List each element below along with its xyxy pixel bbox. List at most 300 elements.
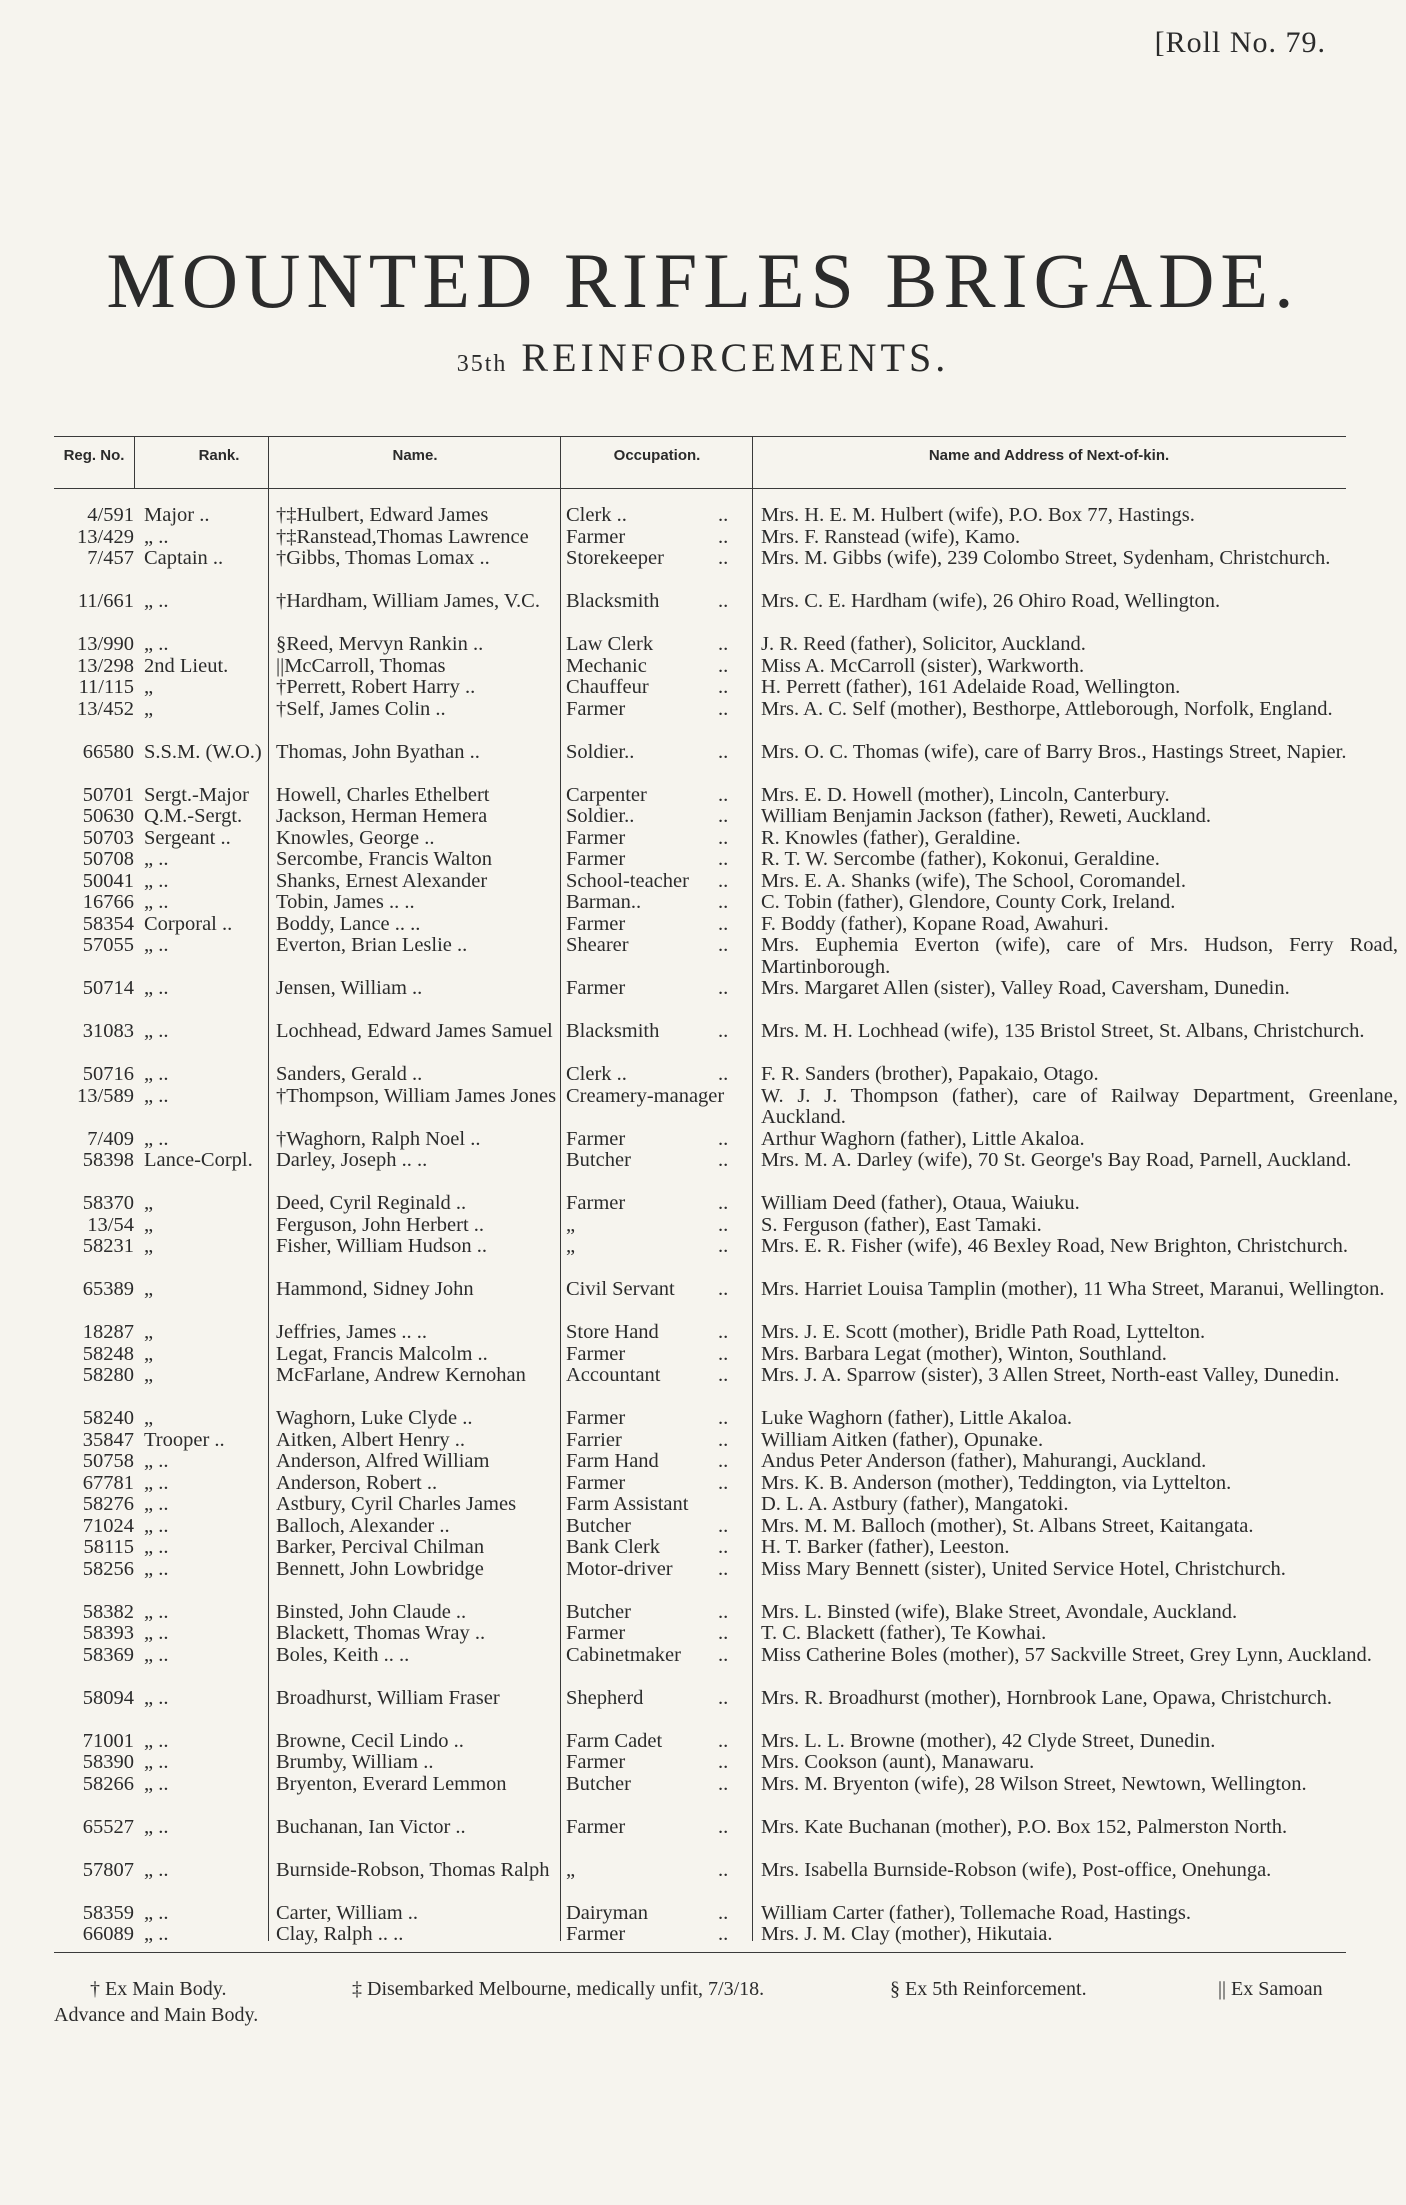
occupation: Farmer bbox=[566, 977, 626, 999]
reg-number: 57055 bbox=[82, 934, 134, 956]
reg-number: 50758 bbox=[82, 1450, 134, 1472]
rank: „ .. bbox=[144, 1923, 169, 1945]
next-of-kin: Mrs. M. A. Darley (wife), 70 St. George's Bay Road, Parnell, Auckland. bbox=[761, 1149, 1352, 1171]
reg-number: 58393 bbox=[82, 1622, 134, 1644]
next-of-kin: Mrs. E. R. Fisher (wife), 46 Bexley Road, New Brighton, Christchurch. bbox=[761, 1235, 1349, 1257]
soldier-name: Broadhurst, William Fraser bbox=[276, 1686, 500, 1709]
soldier-name: Brumby, William .. bbox=[276, 1751, 434, 1773]
header-top-rule bbox=[54, 436, 1346, 437]
next-of-kin: H. T. Barker (father), Leeston. bbox=[761, 1536, 1010, 1558]
reg-number: 58359 bbox=[82, 1901, 134, 1924]
table-row bbox=[54, 1473, 1346, 1495]
reg-number: 71024 bbox=[82, 1514, 134, 1537]
leader-dots: .. bbox=[718, 1901, 729, 1924]
reg-number: 13/452 bbox=[77, 697, 134, 720]
table-row bbox=[54, 934, 1398, 978]
next-of-kin: S. Ferguson (father), East Tamaki. bbox=[761, 1213, 1042, 1236]
next-of-kin: Miss Catherine Boles (mother), 57 Sackville Street, Grey Lynn, Auckland. bbox=[761, 1643, 1372, 1666]
rank: „ .. bbox=[144, 1686, 169, 1709]
next-of-kin: Mrs. J. E. Scott (mother), Bridle Path Road, Lyttelton. bbox=[761, 1321, 1206, 1343]
soldier-name: Binsted, John Claude .. bbox=[276, 1600, 467, 1623]
rank: „ .. bbox=[144, 1622, 169, 1644]
rank: „ .. bbox=[144, 1063, 169, 1085]
table-row bbox=[54, 914, 1346, 936]
soldier-name: Hammond, Sidney John bbox=[276, 1278, 474, 1300]
occupation: Shearer bbox=[566, 934, 629, 956]
soldier-name: †Gibbs, Thomas Lomax .. bbox=[276, 547, 490, 569]
soldier-name: Anderson, Robert .. bbox=[276, 1471, 438, 1494]
leader-dots: .. bbox=[718, 934, 729, 956]
soldier-name: Fisher, William Hudson .. bbox=[276, 1235, 487, 1257]
reg-number: 58094 bbox=[82, 1686, 134, 1709]
rank: Lance-Corpl. bbox=[144, 1149, 253, 1171]
table-row bbox=[54, 1365, 1346, 1408]
table-header bbox=[54, 442, 1346, 488]
rank: „ .. bbox=[144, 1020, 169, 1042]
next-of-kin: William Benjamin Jackson (father), Reweti, Auckland. bbox=[761, 805, 1212, 827]
next-of-kin: Mrs. H. E. M. Hulbert (wife), P.O. Box 77, Hastings. bbox=[761, 504, 1195, 526]
table-row bbox=[54, 828, 1346, 850]
table-row bbox=[54, 1322, 1346, 1344]
occupation: Farmer bbox=[566, 1471, 626, 1494]
rank: „ .. bbox=[144, 1493, 169, 1515]
reg-number: 58280 bbox=[82, 1364, 134, 1386]
occupation: Farmer bbox=[566, 1192, 626, 1214]
soldier-name: †Self, James Colin .. bbox=[276, 697, 446, 720]
footnote-samoan: || Ex Samoan bbox=[1218, 1978, 1323, 2000]
next-of-kin: D. L. A. Astbury (father), Mangatoki. bbox=[761, 1493, 1069, 1515]
leader-dots: .. bbox=[718, 977, 729, 999]
table-row bbox=[54, 1752, 1346, 1774]
header-occupation: Occupation. bbox=[613, 447, 701, 464]
footnote-5th: § Ex 5th Reinforcement. bbox=[890, 1978, 1087, 2000]
occupation: Farmer bbox=[566, 697, 626, 720]
table-row bbox=[54, 1084, 1398, 1129]
soldier-name: McFarlane, Andrew Kernohan bbox=[276, 1364, 526, 1386]
rank: Sergt.-Major bbox=[144, 783, 249, 806]
next-of-kin: Mrs. E. A. Shanks (wife), The School, Coromandel. bbox=[761, 869, 1186, 892]
leader-dots: .. bbox=[718, 1643, 729, 1666]
table-row bbox=[54, 1149, 1352, 1193]
soldier-name: Ferguson, John Herbert .. bbox=[276, 1213, 485, 1236]
leader-dots: .. bbox=[718, 891, 729, 913]
table-row bbox=[54, 849, 1346, 871]
reg-number: 58354 bbox=[82, 912, 134, 935]
leader-dots: .. bbox=[718, 1321, 729, 1343]
reg-number: 50630 bbox=[82, 805, 134, 827]
reg-number: 58256 bbox=[82, 1557, 134, 1580]
divider bbox=[134, 436, 135, 488]
reg-number: 58240 bbox=[82, 1407, 134, 1429]
rank: „ bbox=[144, 1342, 154, 1365]
reg-number: 7/457 bbox=[87, 547, 134, 569]
rank: „ bbox=[144, 697, 154, 720]
rank: „ bbox=[144, 1321, 154, 1343]
soldier-name: Anderson, Alfred William bbox=[276, 1450, 490, 1472]
leader-dots: .. bbox=[718, 525, 729, 548]
rank: „ .. bbox=[144, 633, 169, 655]
occupation: Law Clerk bbox=[566, 633, 654, 655]
leader-dots: .. bbox=[718, 1536, 729, 1558]
leader-dots: .. bbox=[718, 697, 729, 720]
soldier-name: Boddy, Lance .. .. bbox=[276, 912, 421, 935]
header-rank: Rank. bbox=[198, 447, 240, 464]
soldier-name: Astbury, Cyril Charles James bbox=[276, 1493, 517, 1515]
rank: „ bbox=[144, 1278, 154, 1300]
table-row bbox=[54, 1731, 1346, 1753]
rank: „ .. bbox=[144, 1815, 169, 1838]
rank: „ bbox=[144, 1364, 154, 1386]
soldier-name: Jeffries, James .. .. bbox=[276, 1321, 428, 1343]
leader-dots: .. bbox=[718, 547, 729, 569]
leader-dots: .. bbox=[718, 1235, 729, 1257]
occupation: Farmer bbox=[566, 1622, 626, 1644]
rank: „ .. bbox=[144, 1858, 169, 1881]
soldier-name: Clay, Ralph .. .. bbox=[276, 1923, 404, 1945]
reg-number: 58231 bbox=[82, 1235, 134, 1257]
next-of-kin: C. Tobin (father), Glendore, County Cork, Ireland. bbox=[761, 891, 1176, 913]
occupation: Butcher bbox=[566, 1514, 631, 1537]
reg-number: 13/589 bbox=[77, 1084, 134, 1107]
rank: „ .. bbox=[144, 1514, 169, 1537]
reg-number: 58115 bbox=[83, 1536, 134, 1558]
occupation: Storekeeper bbox=[566, 547, 664, 569]
table-row bbox=[54, 548, 1346, 591]
rank: „ .. bbox=[144, 1751, 169, 1773]
occupation: Soldier.. bbox=[566, 805, 635, 827]
header-next-of-kin: Name and Address of Next-of-kin. bbox=[928, 447, 1170, 464]
table-row bbox=[54, 591, 1346, 634]
soldier-name: Thomas, John Byathan .. bbox=[276, 740, 480, 763]
reg-number: 58369 bbox=[82, 1643, 134, 1666]
table-row bbox=[54, 1193, 1346, 1215]
rank: „ .. bbox=[144, 1600, 169, 1623]
rank: „ .. bbox=[144, 934, 169, 956]
occupation: Clerk .. bbox=[566, 504, 627, 526]
roll-number: [Roll No. 79. bbox=[1154, 26, 1326, 59]
next-of-kin: Mrs. O. C. Thomas (wife), care of Barry Bros., Hastings Street, Napier. bbox=[761, 740, 1347, 763]
reg-number: 65527 bbox=[82, 1815, 134, 1838]
soldier-name: Deed, Cyril Reginald .. bbox=[276, 1192, 467, 1214]
footnote-melbourne: ‡ Disembarked Melbourne, medically unfit, 7/3/18. bbox=[352, 1978, 765, 2000]
leader-dots: .. bbox=[718, 1428, 729, 1451]
next-of-kin: Mrs. M. M. Balloch (mother), St. Albans Street, Kaitangata. bbox=[761, 1514, 1254, 1537]
soldier-name: Boles, Keith .. .. bbox=[276, 1643, 410, 1666]
soldier-name: Howell, Charles Ethelbert bbox=[276, 783, 490, 806]
reg-number: 71001 bbox=[82, 1729, 134, 1752]
rank: „ .. bbox=[144, 1643, 169, 1666]
soldier-name: Buchanan, Ian Victor .. bbox=[276, 1815, 466, 1838]
soldier-name: ||McCarroll, Thomas bbox=[276, 654, 446, 677]
next-of-kin: W. J. J. Thompson (father), care of Railway Department, Greenlane, Auckland. bbox=[761, 1084, 1398, 1128]
rank: „ .. bbox=[144, 869, 169, 892]
leader-dots: .. bbox=[718, 1686, 729, 1709]
soldier-name: †Waghorn, Ralph Noel .. bbox=[276, 1127, 481, 1150]
rank: „ .. bbox=[144, 1127, 169, 1150]
reg-number: 4/591 bbox=[87, 504, 134, 526]
rank: „ .. bbox=[144, 848, 169, 870]
rank: „ .. bbox=[144, 525, 169, 548]
reg-number: 16766 bbox=[82, 891, 134, 913]
leader-dots: .. bbox=[718, 1772, 729, 1795]
soldier-name: †‡Hulbert, Edward James bbox=[276, 504, 489, 526]
soldier-name: Sanders, Gerald .. bbox=[276, 1063, 423, 1085]
occupation: Farmer bbox=[566, 1923, 626, 1945]
next-of-kin: William Aitken (father), Opunake. bbox=[761, 1428, 1044, 1451]
leader-dots: .. bbox=[718, 1063, 729, 1085]
table-row bbox=[54, 505, 1346, 527]
reg-number: 66580 bbox=[82, 740, 134, 763]
page-title: MOUNTED RIFLES BRIGADE. bbox=[106, 237, 1300, 324]
next-of-kin: Mrs. M. Bryenton (wife), 28 Wilson Street, Newtown, Wellington. bbox=[761, 1772, 1307, 1795]
occupation: „ bbox=[566, 1235, 576, 1257]
header-reg: Reg. No. bbox=[63, 447, 125, 464]
soldier-name: Shanks, Ernest Alexander bbox=[276, 869, 488, 892]
leader-dots: .. bbox=[718, 1213, 729, 1236]
rank: „ bbox=[144, 1407, 154, 1429]
occupation: Farmer bbox=[566, 1127, 626, 1150]
occupation: Barman.. bbox=[566, 891, 642, 913]
reg-number: 50701 bbox=[82, 783, 134, 806]
occupation: School-teacher bbox=[566, 869, 689, 892]
reg-number: 35847 bbox=[82, 1428, 134, 1451]
soldier-name: †Hardham, William James, V.C. bbox=[276, 590, 540, 612]
rank: „ .. bbox=[144, 977, 169, 999]
rank: „ bbox=[144, 1192, 154, 1214]
soldier-name: Legat, Francis Malcolm .. bbox=[276, 1342, 488, 1365]
table-row bbox=[54, 1430, 1346, 1452]
reg-number: 11/661 bbox=[77, 590, 134, 612]
next-of-kin: Mrs. Margaret Allen (sister), Valley Road, Caversham, Dunedin. bbox=[761, 977, 1290, 999]
next-of-kin: Mrs. Isabella Burnside-Robson (wife), Post-office, Onehunga. bbox=[761, 1858, 1272, 1881]
footnote-advance: Advance and Main Body. bbox=[54, 2004, 259, 2026]
occupation: Farmer bbox=[566, 525, 626, 548]
table-row bbox=[54, 1774, 1346, 1817]
occupation: Motor-driver bbox=[566, 1557, 673, 1580]
table-row bbox=[54, 785, 1346, 807]
occupation: Farm Hand bbox=[566, 1450, 659, 1472]
soldier-name: Aitken, Albert Henry .. bbox=[276, 1428, 466, 1451]
occupation: Farmer bbox=[566, 1815, 626, 1838]
next-of-kin: Mrs. F. Ranstead (wife), Kamo. bbox=[761, 525, 1021, 548]
leader-dots: .. bbox=[718, 1557, 729, 1580]
rank: Trooper .. bbox=[144, 1428, 225, 1451]
next-of-kin: Mrs. Harriet Louisa Tamplin (mother), 11 Wha Street, Maranui, Wellington. bbox=[761, 1278, 1385, 1300]
occupation: Store Hand bbox=[566, 1321, 659, 1343]
rank: „ .. bbox=[144, 1901, 169, 1924]
reg-number: 50041 bbox=[82, 869, 134, 892]
occupation: Farmer bbox=[566, 1751, 626, 1773]
rank: „ bbox=[144, 1235, 154, 1257]
reg-number: 31083 bbox=[82, 1020, 134, 1042]
occupation: Farm Cadet bbox=[566, 1729, 663, 1752]
rank: Major .. bbox=[144, 504, 210, 526]
next-of-kin: Mrs. E. D. Howell (mother), Lincoln, Canterbury. bbox=[761, 783, 1170, 806]
leader-dots: .. bbox=[718, 783, 729, 806]
rank: „ .. bbox=[144, 590, 169, 612]
table-row bbox=[54, 1064, 1346, 1086]
soldier-name: Burnside-Robson, Thomas Ralph bbox=[276, 1858, 550, 1881]
reg-number: 58248 bbox=[82, 1342, 134, 1365]
soldier-name: Browne, Cecil Lindo .. bbox=[276, 1729, 464, 1752]
table-bottom-rule bbox=[54, 1952, 1346, 1953]
table-row bbox=[54, 1129, 1346, 1151]
next-of-kin: Mrs. Euphemia Everton (wife), care of Mrs. Hudson, Ferry Road, Martinborough. bbox=[761, 934, 1398, 978]
leader-dots: .. bbox=[718, 1127, 729, 1150]
rank: „ .. bbox=[144, 891, 169, 913]
next-of-kin: Mrs. Barbara Legat (mother), Winton, Southland. bbox=[761, 1342, 1167, 1365]
leader-dots: .. bbox=[718, 1407, 729, 1429]
leader-dots: .. bbox=[718, 633, 729, 655]
soldier-name: †Thompson, William James Jones bbox=[276, 1084, 557, 1107]
leader-dots: .. bbox=[718, 1622, 729, 1644]
table-row bbox=[54, 1688, 1346, 1731]
soldier-name: †Perrett, Robert Harry .. bbox=[276, 676, 476, 698]
soldier-name: Carter, William .. bbox=[276, 1901, 419, 1924]
leader-dots: .. bbox=[718, 740, 729, 763]
table-row bbox=[54, 634, 1346, 656]
occupation: Butcher bbox=[566, 1772, 631, 1795]
table-row bbox=[54, 699, 1346, 742]
next-of-kin: Mrs. A. C. Self (mother), Besthorpe, Attleborough, Norfolk, England. bbox=[761, 697, 1333, 720]
occupation: Farmer bbox=[566, 912, 626, 935]
leader-dots: .. bbox=[718, 912, 729, 935]
header-bottom-rule bbox=[54, 488, 1346, 489]
table-row bbox=[54, 1623, 1346, 1645]
soldier-name: Balloch, Alexander .. bbox=[276, 1514, 450, 1537]
footnote-main-body: † Ex Main Body. bbox=[90, 1978, 227, 2000]
table-row bbox=[54, 892, 1346, 914]
rank: Corporal .. bbox=[144, 912, 233, 935]
rank: „ .. bbox=[144, 1536, 169, 1558]
next-of-kin: Mrs. M. H. Lochhead (wife), 135 Bristol Street, St. Albans, Christchurch. bbox=[761, 1020, 1365, 1042]
rank: S.S.M. (W.O.) bbox=[144, 740, 262, 763]
table-row bbox=[54, 806, 1346, 828]
next-of-kin: Mrs. L. L. Browne (mother), 42 Clyde Street, Dunedin. bbox=[761, 1729, 1216, 1752]
rank: „ .. bbox=[144, 1557, 169, 1580]
soldier-name: Everton, Brian Leslie .. bbox=[276, 934, 468, 956]
leader-dots: .. bbox=[718, 590, 729, 612]
leader-dots: .. bbox=[718, 1514, 729, 1537]
soldier-name: Tobin, James .. .. bbox=[276, 891, 415, 913]
reg-number: 67781 bbox=[82, 1471, 134, 1494]
leader-dots: .. bbox=[718, 654, 729, 677]
reg-number: 13/429 bbox=[77, 525, 134, 548]
rank: „ bbox=[144, 1213, 154, 1236]
leader-dots: .. bbox=[718, 1192, 729, 1214]
leader-dots: .. bbox=[718, 1729, 729, 1752]
soldier-name: Sercombe, Francis Walton bbox=[276, 848, 493, 870]
occupation: Butcher bbox=[566, 1600, 631, 1623]
table-row bbox=[54, 978, 1346, 1021]
soldier-name: Waghorn, Luke Clyde .. bbox=[276, 1407, 473, 1429]
leader-dots: .. bbox=[718, 1751, 729, 1773]
next-of-kin: Mrs. J. M. Clay (mother), Hikutaia. bbox=[761, 1923, 1053, 1945]
table-row bbox=[54, 1494, 1346, 1516]
reg-number: 58382 bbox=[82, 1600, 134, 1623]
next-of-kin: T. C. Blackett (father), Te Kowhai. bbox=[761, 1622, 1047, 1644]
next-of-kin: Arthur Waghorn (father), Little Akaloa. bbox=[761, 1127, 1085, 1150]
soldier-name: Bennett, John Lowbridge bbox=[276, 1557, 484, 1580]
rank: Q.M.-Sergt. bbox=[144, 805, 243, 827]
next-of-kin: Mrs. Kate Buchanan (mother), P.O. Box 152, Palmerston North. bbox=[761, 1815, 1288, 1838]
leader-dots: .. bbox=[718, 848, 729, 870]
table-row bbox=[54, 871, 1346, 893]
reg-number: 50708 bbox=[82, 848, 134, 870]
table-row bbox=[54, 1817, 1346, 1860]
next-of-kin: Mrs. L. Binsted (wife), Blake Street, Avondale, Auckland. bbox=[761, 1600, 1238, 1623]
page-subtitle bbox=[0, 334, 1406, 381]
occupation: Soldier.. bbox=[566, 740, 635, 763]
leader-dots: .. bbox=[718, 1450, 729, 1472]
reg-number: 58276 bbox=[82, 1493, 134, 1515]
next-of-kin: William Carter (father), Tollemache Road, Hastings. bbox=[761, 1901, 1191, 1924]
next-of-kin: Andus Peter Anderson (father), Mahurangi, Auckland. bbox=[761, 1450, 1207, 1472]
table-row bbox=[54, 1924, 1346, 1946]
next-of-kin: Mrs. M. Gibbs (wife), 239 Colombo Street, Sydenham, Christchurch. bbox=[761, 547, 1331, 569]
rank: „ bbox=[144, 676, 154, 698]
reg-number: 13/54 bbox=[87, 1213, 134, 1236]
reg-number: 13/990 bbox=[77, 633, 134, 655]
reg-number: 50703 bbox=[82, 826, 134, 849]
occupation: Creamery-manager bbox=[566, 1084, 725, 1107]
table-row bbox=[54, 1643, 1372, 1688]
leader-dots: .. bbox=[718, 1149, 729, 1171]
leader-dots: .. bbox=[718, 676, 729, 698]
reg-number: 58390 bbox=[82, 1751, 134, 1773]
rank: „ .. bbox=[144, 1772, 169, 1795]
table-row bbox=[54, 1537, 1346, 1559]
leader-dots: .. bbox=[718, 826, 729, 849]
soldier-name: Knowles, George .. bbox=[276, 826, 435, 849]
table-row bbox=[54, 742, 1346, 785]
reg-number: 7/409 bbox=[87, 1127, 134, 1150]
next-of-kin: Mrs. R. Broadhurst (mother), Hornbrook Lane, Opawa, Christchurch. bbox=[761, 1686, 1333, 1709]
table-row bbox=[54, 677, 1346, 699]
soldier-name: Jackson, Herman Hemera bbox=[276, 805, 488, 827]
rank: „ .. bbox=[144, 1450, 169, 1472]
soldier-name: Jensen, William .. bbox=[276, 977, 423, 999]
occupation: Carpenter bbox=[566, 783, 647, 806]
next-of-kin: R. T. W. Sercombe (father), Kokonui, Geraldine. bbox=[761, 848, 1160, 870]
rank: 2nd Lieut. bbox=[144, 654, 229, 677]
table-row bbox=[54, 1278, 1385, 1322]
occupation: Farmer bbox=[566, 1342, 626, 1365]
next-of-kin: Mrs. K. B. Anderson (mother), Teddington, via Lyttelton. bbox=[761, 1471, 1232, 1494]
leader-dots: .. bbox=[718, 1278, 729, 1300]
rank: Captain .. bbox=[144, 547, 224, 569]
occupation: Chauffeur bbox=[566, 676, 649, 698]
table-row bbox=[54, 1020, 1365, 1064]
next-of-kin: Mrs. C. E. Hardham (wife), 26 Ohiro Road, Wellington. bbox=[761, 590, 1221, 612]
leader-dots: .. bbox=[718, 504, 729, 526]
table-row bbox=[54, 1451, 1346, 1473]
occupation: Accountant bbox=[566, 1364, 661, 1386]
leader-dots: .. bbox=[718, 805, 729, 827]
next-of-kin: Miss A. McCarroll (sister), Warkworth. bbox=[761, 654, 1085, 677]
rank: „ .. bbox=[144, 1729, 169, 1752]
subtitle-text: REINFORCEMENTS. bbox=[521, 335, 950, 380]
reg-number: 66089 bbox=[82, 1923, 134, 1945]
occupation: Farrier bbox=[566, 1428, 622, 1451]
occupation: Shepherd bbox=[566, 1686, 644, 1709]
reg-number: 18287 bbox=[82, 1321, 134, 1343]
table-row bbox=[54, 1516, 1346, 1538]
leader-dots: .. bbox=[718, 1364, 729, 1386]
occupation: Farmer bbox=[566, 1407, 626, 1429]
occupation: Civil Servant bbox=[566, 1278, 675, 1300]
table-row bbox=[54, 1215, 1346, 1237]
